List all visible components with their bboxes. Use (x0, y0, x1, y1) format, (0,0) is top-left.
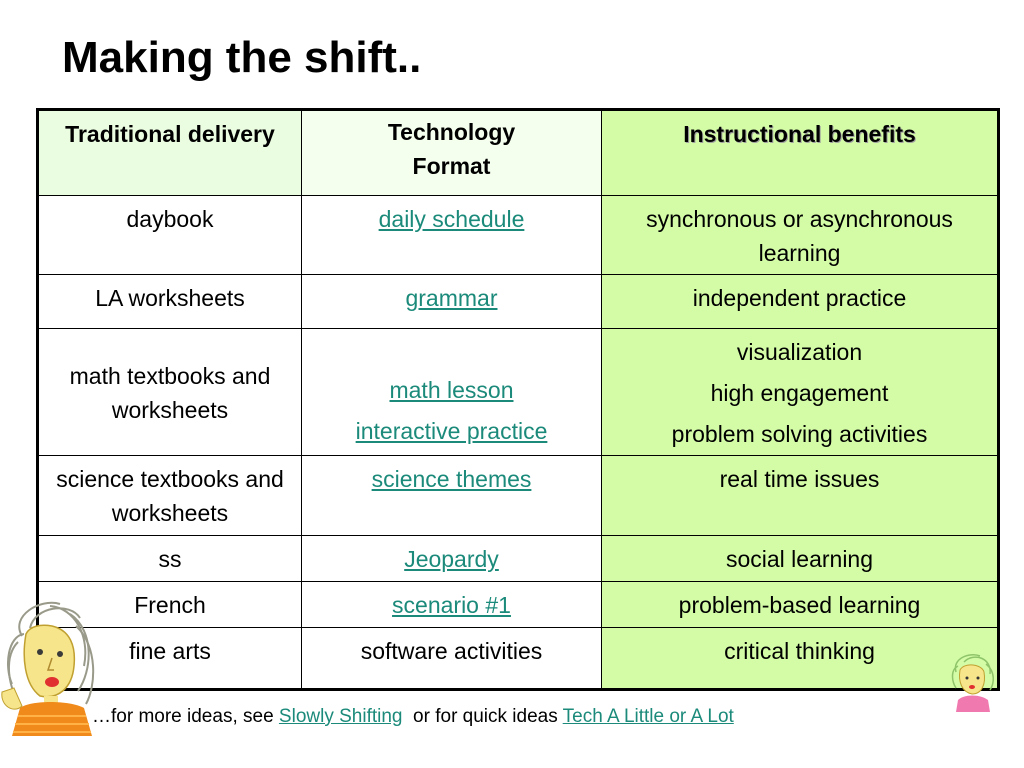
cell-traditional: math textbooks and worksheets (38, 329, 302, 456)
footer-note (92, 705, 734, 729)
cartoon-girl-left-icon (0, 596, 98, 736)
cell-benefits: real time issues (602, 456, 999, 536)
page-title: Making the shift.. (62, 33, 422, 82)
benefit-line: high engagement (710, 380, 889, 406)
header-instructional-benefits: Instructional benefits (602, 110, 999, 196)
tech-line (308, 373, 595, 407)
cell-benefits: synchronous or asynchronous learning (602, 196, 999, 275)
tech-line (308, 414, 595, 448)
table-row (38, 275, 999, 329)
link-tech-a-little-or-a-lot[interactable]: Tech A Little or A Lot (562, 706, 734, 727)
footer-prefix: …for more ideas, see (92, 706, 274, 727)
cell-traditional: fine arts (38, 628, 302, 690)
link-interactive-practice[interactable]: interactive practice (355, 418, 548, 444)
link-daily-schedule[interactable]: daily schedule (378, 206, 525, 232)
cell-benefits: independent practice (602, 275, 999, 329)
link-math-lesson[interactable]: math lesson (389, 377, 514, 403)
cell-traditional: daybook (38, 196, 302, 275)
table-row (38, 196, 999, 275)
cell-technology (302, 275, 602, 329)
link-grammar[interactable]: grammar (405, 285, 498, 311)
table-row (38, 628, 999, 690)
table-header-row (38, 110, 999, 196)
table-row (38, 329, 999, 456)
link-jeopardy[interactable]: Jeopardy (404, 546, 499, 572)
table-row (38, 456, 999, 536)
cell-benefits: social learning (602, 536, 999, 582)
link-scenario-1[interactable]: scenario #1 (392, 592, 511, 618)
cell-technology (302, 582, 602, 628)
cell-traditional: science textbooks and worksheets (38, 456, 302, 536)
header-technology: Technology (387, 119, 516, 145)
cell-technology (302, 329, 602, 456)
cell-traditional: French (38, 582, 302, 628)
cell-technology: software activities (302, 628, 602, 690)
cell-traditional: LA worksheets (38, 275, 302, 329)
cell-benefits (602, 329, 999, 456)
header-traditional-delivery: Traditional delivery (38, 110, 302, 196)
cell-technology (302, 196, 602, 275)
footer-middle: or for quick ideas (413, 706, 558, 727)
table-row (38, 536, 999, 582)
table-row (38, 582, 999, 628)
cell-technology (302, 456, 602, 536)
header-technology-format (302, 110, 602, 196)
benefit-line: visualization (736, 339, 863, 365)
cell-benefits: critical thinking (602, 628, 999, 690)
cell-benefits: problem-based learning (602, 582, 999, 628)
shift-table (36, 108, 1000, 691)
cartoon-girl-right-icon (950, 652, 996, 712)
cell-traditional: ss (38, 536, 302, 582)
link-slowly-shifting[interactable]: Slowly Shifting (278, 706, 403, 727)
header-format: Format (412, 153, 491, 179)
benefit-line: problem solving activities (671, 421, 928, 447)
link-science-themes[interactable]: science themes (371, 466, 532, 492)
cell-technology (302, 536, 602, 582)
